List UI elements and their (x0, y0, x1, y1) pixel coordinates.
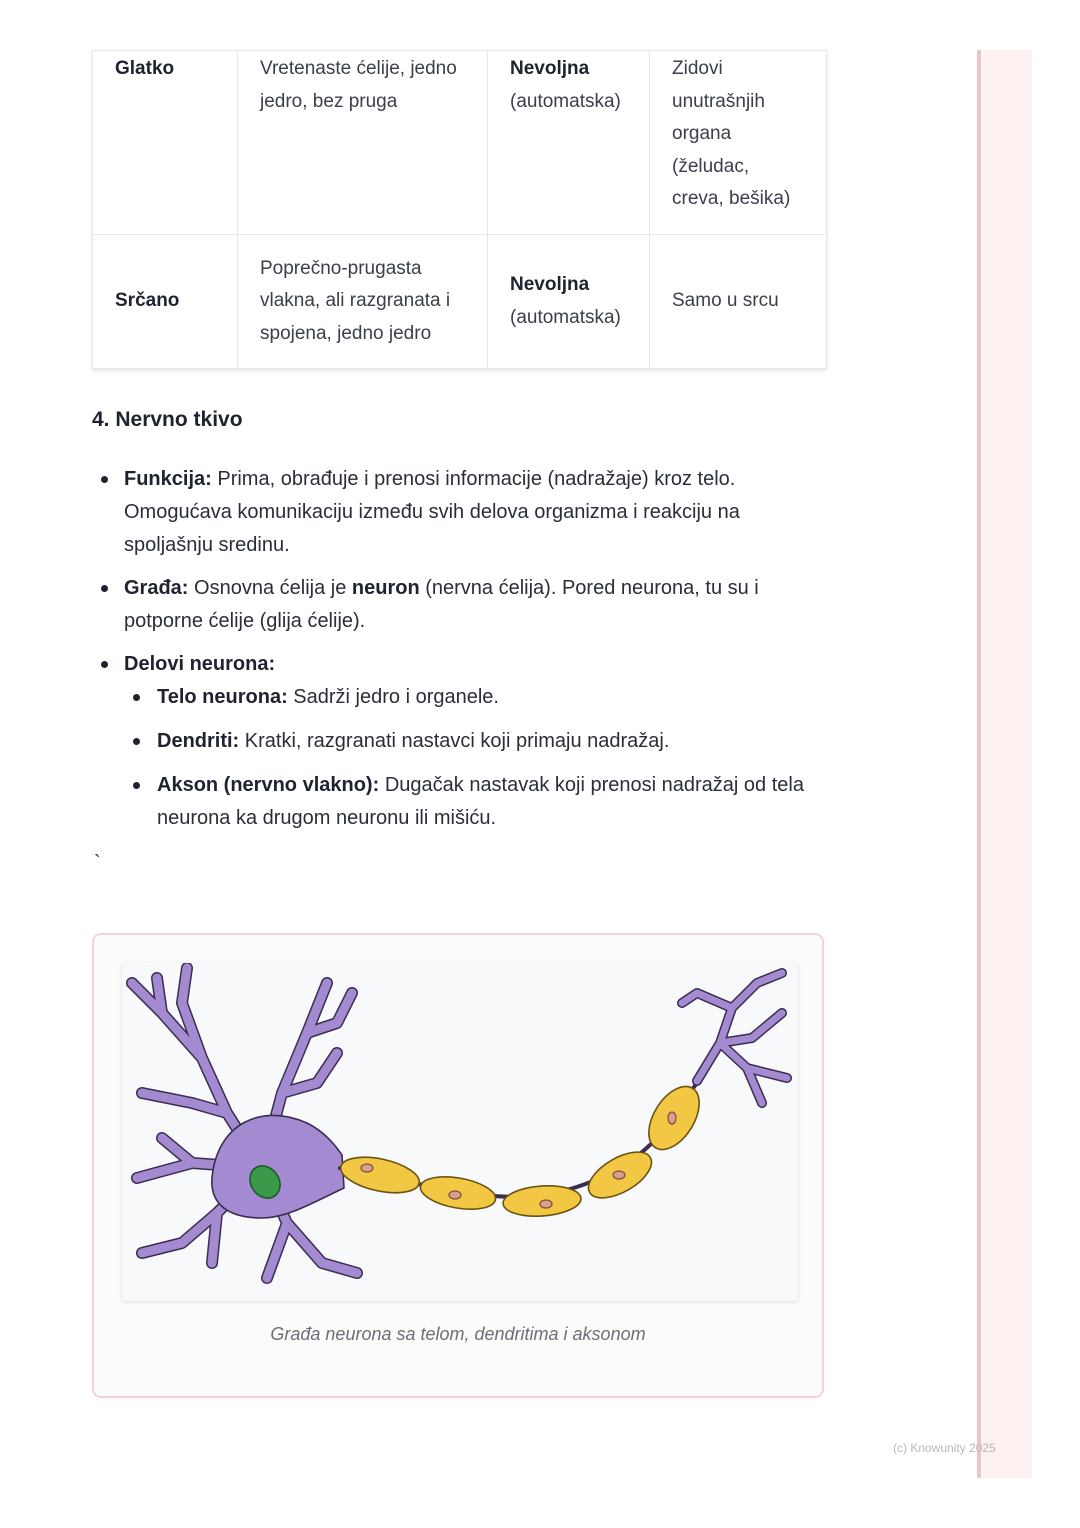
soma (212, 1115, 344, 1218)
schwann-nucleus (449, 1191, 461, 1199)
sub-label: Dendriti: (157, 730, 240, 752)
bullet-list (92, 463, 812, 846)
sub-label: Telo neurona: (157, 686, 288, 708)
structure-label: Građa: (124, 577, 189, 599)
sub-item (124, 681, 812, 714)
list-item-parts (92, 648, 812, 835)
muscle-table (92, 50, 827, 369)
sub-text: Kratki, razgranati nastavci koji primaju nadražaj. (239, 730, 670, 752)
control-note: (automatska) (510, 90, 621, 112)
copyright-text: (c) Knowunity 2025 (893, 1441, 996, 1455)
cell-type: Srčano (93, 235, 238, 369)
neuron-illustration (122, 963, 798, 1301)
neuron-body-group (132, 968, 787, 1278)
cell-control (488, 235, 650, 369)
sub-item (124, 769, 812, 835)
sub-item (124, 725, 812, 758)
cell-structure: Vretenaste ćelije, jedno jedro, bez pruga (238, 51, 488, 235)
sub-text: Dugačak nastavak koji prenosi nadražaj od tela neurona ka drugom neuronu ili mišiću. (157, 774, 804, 829)
cell-location: Zidovi unutrašnjih organa (želudac, creva, bešika) (650, 51, 827, 235)
cell-location: Samo u srcu (650, 235, 827, 369)
list-item-structure (92, 572, 812, 638)
table-row (93, 235, 827, 369)
cell-structure: Poprečno-prugasta vlakna, ali razgranata i spojena, jedno jedro (238, 235, 488, 369)
terminals-fill (682, 973, 787, 1103)
neuron-svg (122, 963, 798, 1301)
myelin-group (338, 1078, 710, 1219)
right-margin-line (977, 50, 981, 1478)
function-text: Prima, obrađuje i prenosi informacije (nadražaje) kroz telo. Omogućava komunikaciju između svih delova organizma i reakciju na spoljašnju sredinu. (124, 468, 740, 556)
schwann-nucleus (540, 1200, 552, 1208)
figure-caption: Građa neurona sa telom, dendritima i aksonom (270, 1324, 646, 1344)
control-bold: Nevoljna (510, 58, 590, 79)
parts-label: Delovi neurona: (124, 653, 276, 675)
sub-label: Akson (nervno vlakno): (157, 774, 380, 796)
structure-text-1: Osnovna ćelija je (188, 577, 352, 599)
structure-text-2: (nervna ćelija). Pored neurona, tu su i potporne ćelije (glija ćelije). (124, 577, 759, 632)
schwann-nucleus (668, 1112, 676, 1124)
section-heading: 4. Nervno tkivo (92, 408, 243, 431)
list-item-function (92, 463, 812, 562)
cell-control (488, 51, 650, 235)
parts-sublist (124, 681, 812, 835)
figure-box (92, 933, 824, 1398)
control-bold: Nevoljna (510, 274, 590, 295)
schwann-nucleus (361, 1164, 373, 1172)
control-note: (automatska) (510, 306, 621, 328)
cell-type: Glatko (93, 51, 238, 235)
myelin-sheath (338, 1151, 423, 1199)
right-margin-strip (977, 50, 1032, 1478)
structure-bold: neuron (351, 577, 420, 599)
function-label: Funkcija: (124, 468, 212, 490)
stray-mark: ` (94, 852, 101, 874)
sub-text: Sadrži jedro i organele. (287, 686, 499, 708)
table-row (93, 51, 827, 235)
schwann-nucleus (613, 1171, 625, 1179)
